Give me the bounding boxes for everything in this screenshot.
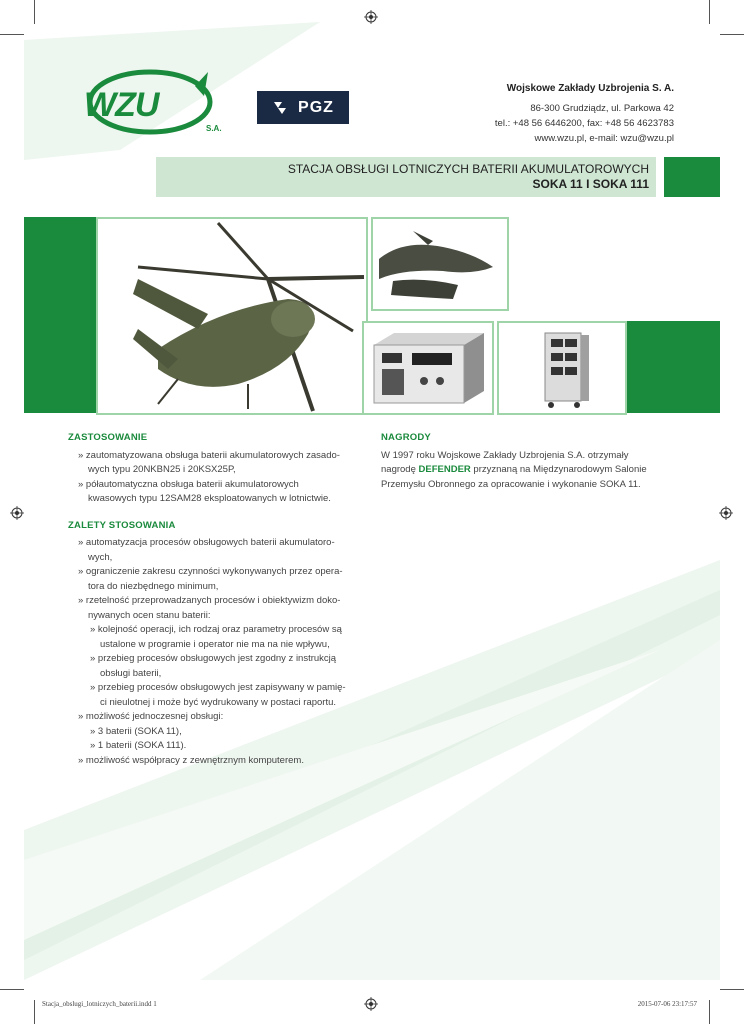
pgz-logo-text: PGZ — [298, 98, 334, 116]
list-item: » zautomatyzowana obsługa baterii akumulatorowych zasado- — [78, 449, 340, 461]
crop-mark — [720, 34, 744, 35]
crop-mark — [0, 34, 24, 35]
registration-mark-icon — [364, 997, 378, 1011]
crop-mark — [709, 0, 710, 24]
registration-mark-icon — [10, 506, 24, 520]
list-item: nywanych ocen stanu baterii: — [88, 609, 211, 621]
registration-mark-icon — [364, 10, 378, 24]
page-title — [288, 162, 649, 192]
crop-mark — [709, 1000, 710, 1024]
company-phone-fax: tel.: +48 56 6446200, fax: +48 56 4623783 — [494, 118, 674, 129]
title-line-2: SOKA 11 I SOKA 111 — [532, 177, 649, 191]
right-column — [381, 431, 681, 492]
list-item: » przebieg procesów obsługowych jest zgodny z instrukcją — [90, 653, 337, 664]
list-item: wych, — [88, 551, 113, 563]
list-item: » kolejność operacji, ich rodzaj oraz parametry procesów są — [90, 624, 342, 635]
nagrody-line-2-post: przyznaną na Międzynarodowym Salonie — [473, 464, 647, 475]
nagrody-line-3: Przemysłu Obronnego za opracowanie i wykonanie SOKA 11. — [381, 478, 641, 490]
wzu-logo-text: WZU — [84, 86, 159, 124]
zalety-heading: ZALETY STOSOWANIA — [68, 519, 176, 531]
list-item: » 3 baterii (SOKA 11), — [90, 725, 182, 737]
company-web-email: www.wzu.pl, e-mail: wzu@wzu.pl — [534, 133, 674, 144]
list-item: » możliwość jednoczesnej obsługi: — [78, 711, 224, 722]
nagrody-line-2-pre: nagrodę — [381, 464, 416, 475]
registration-mark-icon — [719, 506, 733, 520]
company-address: 86-300 Grudziądz, ul. Parkowa 42 — [530, 103, 674, 114]
footer-timestamp: 2015-07-06 23:17:57 — [637, 1000, 697, 1008]
nagrody-line-2 — [381, 463, 681, 478]
list-item: obsługi baterii, — [100, 667, 162, 679]
soka-111-cabinet-photo — [497, 321, 627, 415]
pgz-logo — [257, 91, 349, 124]
list-item: wych typu 20NKBN25 i 20KSX25P, — [88, 464, 236, 475]
company-info — [495, 81, 674, 146]
company-name: Wojskowe Zakłady Uzbrojenia S. A. — [506, 83, 674, 94]
list-item: » automatyzacja procesów obsługowych baterii akumulatoro- — [78, 537, 335, 548]
crop-mark — [0, 989, 24, 990]
title-accent — [664, 157, 720, 197]
list-item: ci nieulotnej i może być wydrukowany w postaci raportu. — [100, 696, 337, 708]
crop-mark — [34, 0, 35, 24]
list-item: tora do niezbędnego minimum, — [88, 580, 219, 592]
list-item: » półautomatyczna obsługa baterii akumulatorowych — [78, 478, 299, 490]
list-item: » przebieg procesów obsługowych jest zapisywany w pamię- — [90, 682, 346, 693]
crop-mark — [720, 989, 744, 990]
title-line-1: STACJA OBSŁUGI LOTNICZYCH BATERII AKUMULATOROWYCH — [287, 162, 649, 176]
list-item: » rzetelność przeprowadzanych procesów i obiektywizm doko- — [78, 595, 341, 606]
list-item: kwasowych typu 12SAM28 eksploatowanych w lotnictwie. — [88, 493, 331, 504]
wzu-logo — [80, 66, 230, 146]
wzu-logo-suffix: S.A. — [206, 124, 222, 133]
aircraft-photo — [371, 217, 509, 311]
list-item: » możliwość współpracy z zewnętrznym komputerem. — [78, 754, 304, 766]
footer-filename: Stacja_obslugi_lotniczych_baterii.indd 1 — [42, 1000, 157, 1008]
list-item: ustalone w programie i operator nie ma na nie wpływu, — [100, 638, 330, 650]
list-item: » ograniczenie zakresu czynności wykonywanych przez opera- — [78, 566, 343, 577]
zalety-list — [68, 536, 364, 768]
zastosowanie-heading: ZASTOSOWANIE — [68, 432, 148, 443]
pgz-arrow-icon — [272, 100, 292, 116]
nagrody-text — [381, 449, 681, 493]
nagrody-line-1: W 1997 roku Wojskowe Zakłady Uzbrojenia S.A. otrzymały — [381, 449, 629, 461]
nagrody-heading: NAGRODY — [381, 432, 431, 443]
soka-11-device-photo — [362, 321, 494, 415]
crop-mark — [34, 1000, 35, 1024]
zastosowanie-list — [68, 449, 364, 507]
list-item: » 1 baterii (SOKA 111). — [90, 740, 187, 751]
green-accent-bar-right — [626, 321, 720, 413]
helicopter-photo — [96, 217, 368, 415]
defender-award: DEFENDER — [418, 464, 471, 475]
left-column — [68, 431, 364, 768]
